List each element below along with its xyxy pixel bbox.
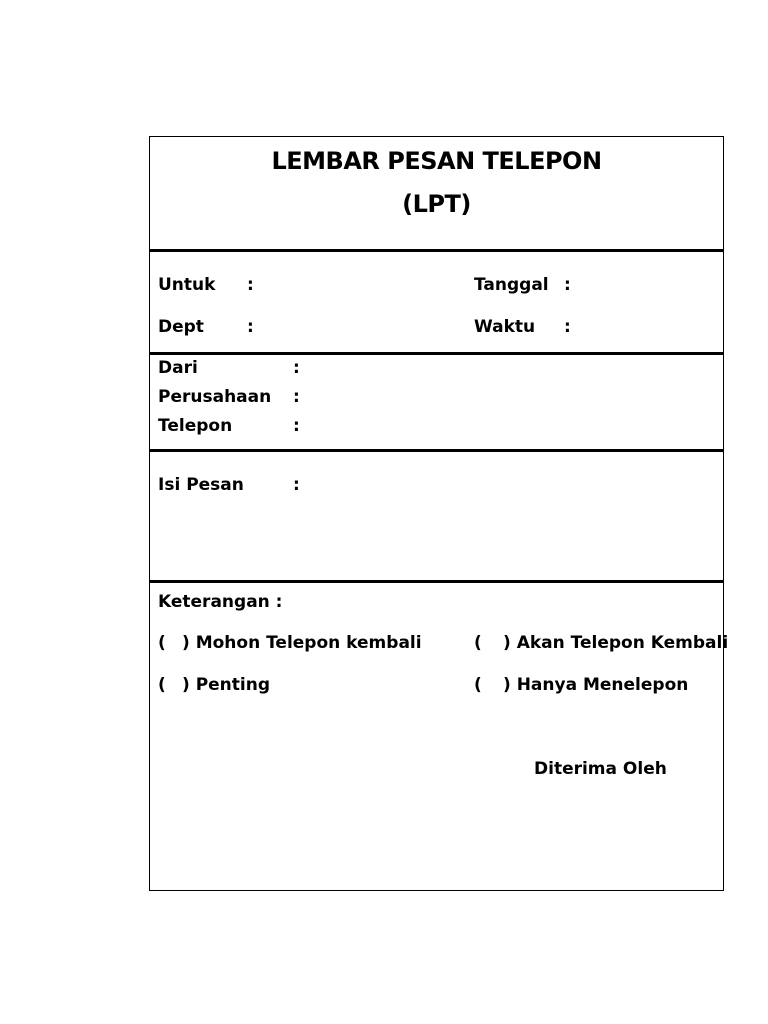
isi-pesan-label: Isi Pesan: [158, 475, 244, 495]
perusahaan-colon: :: [293, 387, 300, 407]
section-divider: [150, 352, 723, 355]
telepon-label: Telepon: [158, 416, 233, 436]
option-mohon-telepon-kembali-bracket: (: [158, 633, 166, 653]
tanggal-label: Tanggal: [474, 275, 549, 295]
section-divider: [150, 249, 723, 252]
section-divider: [150, 449, 723, 452]
option-hanya-menelepon: ) Hanya Menelepon: [503, 675, 689, 695]
form-title: LEMBAR PESAN TELEPON: [271, 147, 602, 175]
received-by-label: Diterima Oleh: [534, 759, 667, 779]
dari-label: Dari: [158, 358, 198, 378]
option-hanya-menelepon-bracket: (: [474, 675, 482, 695]
waktu-label: Waktu: [474, 317, 536, 337]
option-akan-telepon-kembali-bracket: (: [474, 633, 482, 653]
option-penting: ) Penting: [182, 675, 271, 695]
untuk-colon: :: [247, 275, 254, 295]
tanggal-colon: :: [564, 275, 571, 295]
section-divider: [150, 580, 723, 583]
dept-colon: :: [247, 317, 254, 337]
option-penting-bracket: (: [158, 675, 166, 695]
dari-colon: :: [293, 358, 300, 378]
waktu-colon: :: [564, 317, 571, 337]
option-mohon-telepon-kembali: ) Mohon Telepon kembali: [182, 633, 422, 653]
phone-message-form: [149, 136, 729, 891]
perusahaan-label: Perusahaan: [158, 387, 272, 407]
dept-label: Dept: [158, 317, 204, 337]
option-akan-telepon-kembali: ) Akan Telepon Kembali: [503, 633, 729, 653]
untuk-label: Untuk: [158, 275, 216, 295]
keterangan-label: Keterangan :: [158, 592, 283, 612]
telepon-colon: :: [293, 416, 300, 436]
isi-pesan-colon: :: [293, 475, 300, 495]
form-subtitle: (LPT): [402, 190, 471, 218]
